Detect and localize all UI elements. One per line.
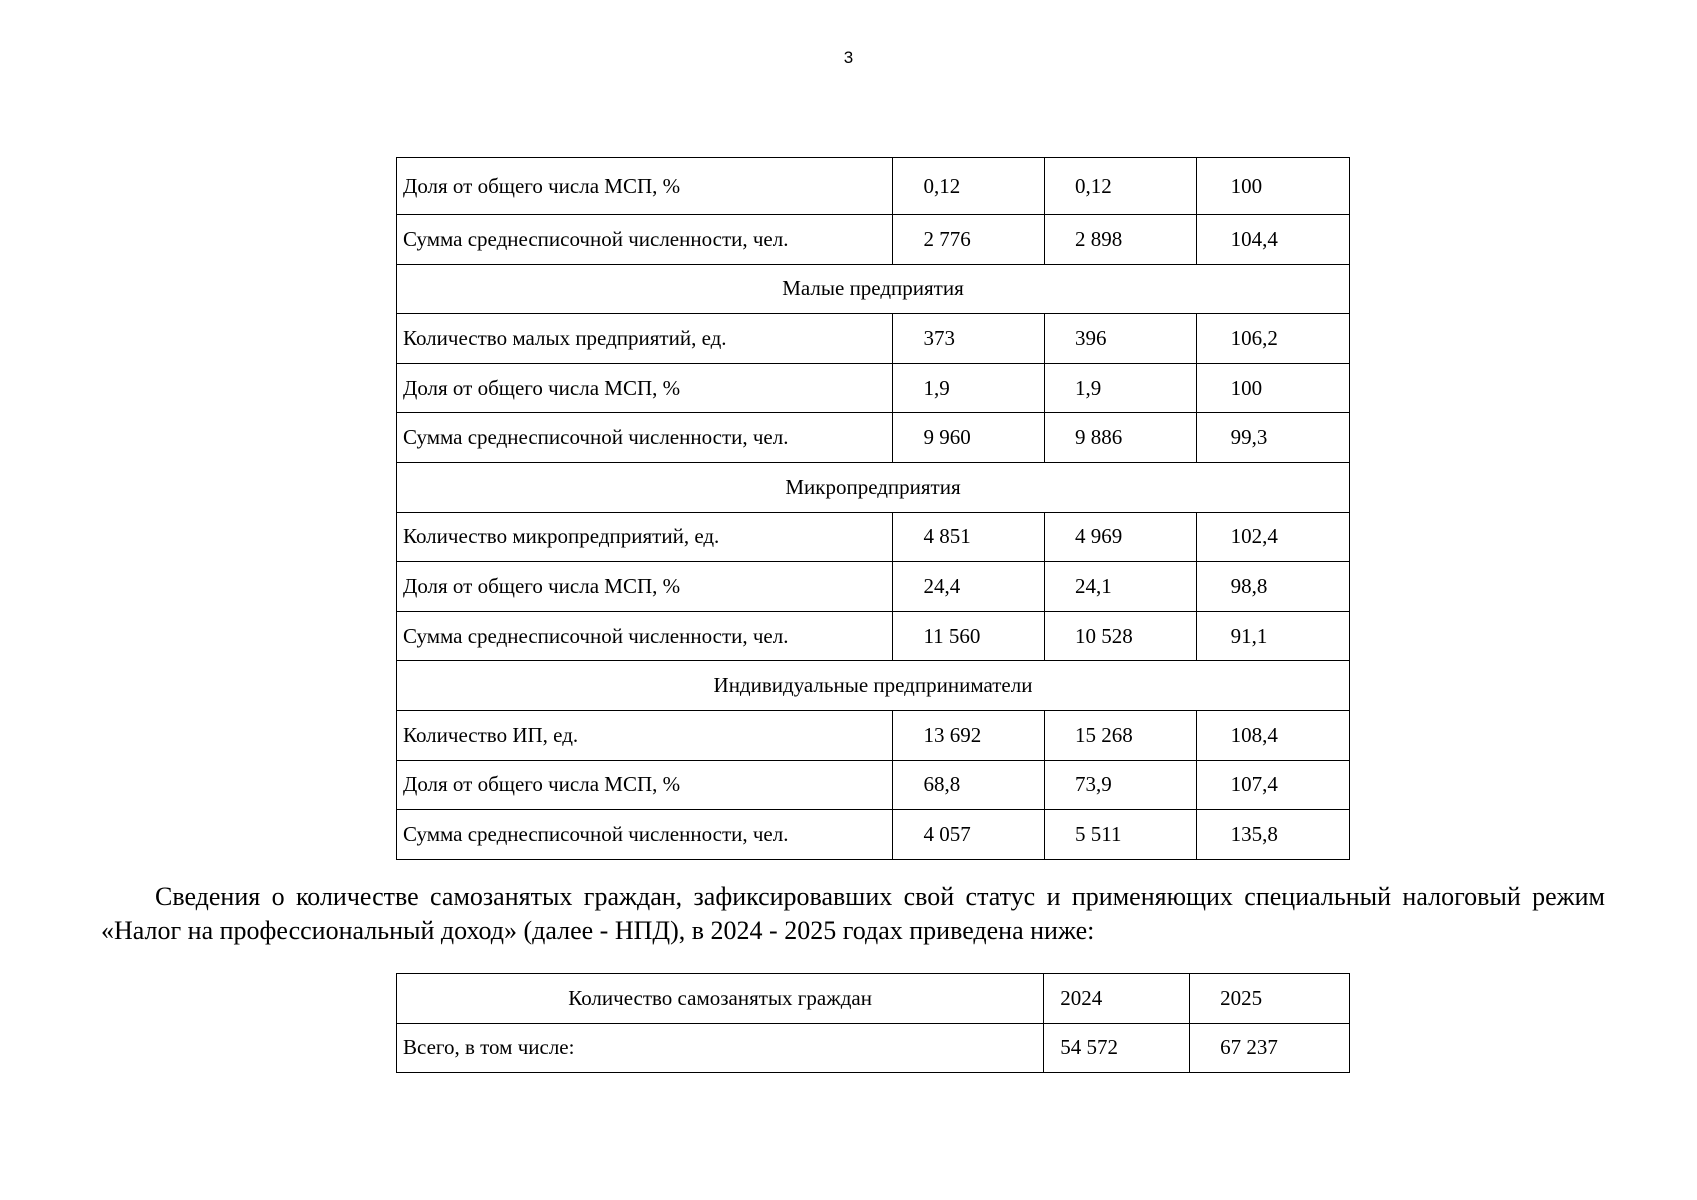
row-label: Сумма среднесписочной численности, чел.: [397, 215, 893, 265]
row-label: Доля от общего числа МСП, %: [397, 363, 893, 413]
value-2025: 396: [1045, 314, 1197, 364]
table-row: [397, 512, 1350, 562]
value-2024: 2 776: [893, 215, 1045, 265]
row-label: Количество ИП, ед.: [397, 710, 893, 760]
table-row: [397, 760, 1350, 810]
row-label: Всего, в том числе:: [397, 1023, 1044, 1073]
value-2024: 373: [893, 314, 1045, 364]
table-header-row: [397, 974, 1350, 1024]
value-growth: 107,4: [1196, 760, 1349, 810]
value-2024: 4 057: [893, 810, 1045, 860]
table-row: [397, 314, 1350, 364]
value-2024: 54 572: [1044, 1023, 1190, 1073]
row-label: Сумма среднесписочной численности, чел.: [397, 611, 893, 661]
value-growth: 98,8: [1196, 562, 1349, 612]
column-header-label: Количество самозанятых граждан: [397, 974, 1044, 1024]
section-heading: Малые предприятия: [397, 264, 1350, 314]
table-row: [397, 562, 1350, 612]
self-employed-table: [396, 973, 1350, 1073]
table-row: [397, 710, 1350, 760]
value-2024: 9 960: [893, 413, 1045, 463]
row-label: Сумма среднесписочной численности, чел.: [397, 810, 893, 860]
value-2025: 9 886: [1045, 413, 1197, 463]
section-heading: Микропредприятия: [397, 462, 1350, 512]
value-growth: 104,4: [1196, 215, 1349, 265]
sme-statistics-table: [396, 157, 1350, 860]
value-2024: 24,4: [893, 562, 1045, 612]
value-2024: 0,12: [893, 158, 1045, 215]
value-2025: 10 528: [1045, 611, 1197, 661]
table-row: [397, 215, 1350, 265]
section-row: [397, 264, 1350, 314]
section-heading: Индивидуальные предприниматели: [397, 661, 1350, 711]
value-2024: 11 560: [893, 611, 1045, 661]
row-label: Доля от общего числа МСП, %: [397, 760, 893, 810]
value-2024: 13 692: [893, 710, 1045, 760]
value-2025: 0,12: [1045, 158, 1197, 215]
value-growth: 106,2: [1196, 314, 1349, 364]
section-row: [397, 661, 1350, 711]
value-2025: 1,9: [1045, 363, 1197, 413]
body-paragraph: Сведения о количестве самозанятых граждан, зафиксировавших свой статус и применяющих специальный налоговый режим «Налог на профессиональный доход» (далее - НПД), в 2024 - 2025 годах приведена ниже:: [101, 882, 1605, 945]
value-2025: 15 268: [1045, 710, 1197, 760]
value-2025: 2 898: [1045, 215, 1197, 265]
value-growth: 108,4: [1196, 710, 1349, 760]
value-2025: 5 511: [1045, 810, 1197, 860]
value-growth: 91,1: [1196, 611, 1349, 661]
value-growth: 100: [1196, 363, 1349, 413]
table-row: [397, 810, 1350, 860]
table-row: [397, 413, 1350, 463]
table-row: [397, 158, 1350, 215]
column-header-2024: 2024: [1044, 974, 1190, 1024]
column-header-2025: 2025: [1190, 974, 1350, 1024]
row-label: Количество микропредприятий, ед.: [397, 512, 893, 562]
row-label: Количество малых предприятий, ед.: [397, 314, 893, 364]
value-2025: 73,9: [1045, 760, 1197, 810]
section-row: [397, 462, 1350, 512]
value-growth: 100: [1196, 158, 1349, 215]
row-label: Сумма среднесписочной численности, чел.: [397, 413, 893, 463]
value-2025: 24,1: [1045, 562, 1197, 612]
page-number: 3: [843, 48, 854, 67]
value-growth: 102,4: [1196, 512, 1349, 562]
value-2024: 68,8: [893, 760, 1045, 810]
row-label: Доля от общего числа МСП, %: [397, 158, 893, 215]
value-2024: 4 851: [893, 512, 1045, 562]
value-growth: 99,3: [1196, 413, 1349, 463]
value-2025: 67 237: [1190, 1023, 1350, 1073]
value-2025: 4 969: [1045, 512, 1197, 562]
table-row: [397, 1023, 1350, 1073]
value-2024: 1,9: [893, 363, 1045, 413]
table-row: [397, 363, 1350, 413]
value-growth: 135,8: [1196, 810, 1349, 860]
table-row: [397, 611, 1350, 661]
row-label: Доля от общего числа МСП, %: [397, 562, 893, 612]
